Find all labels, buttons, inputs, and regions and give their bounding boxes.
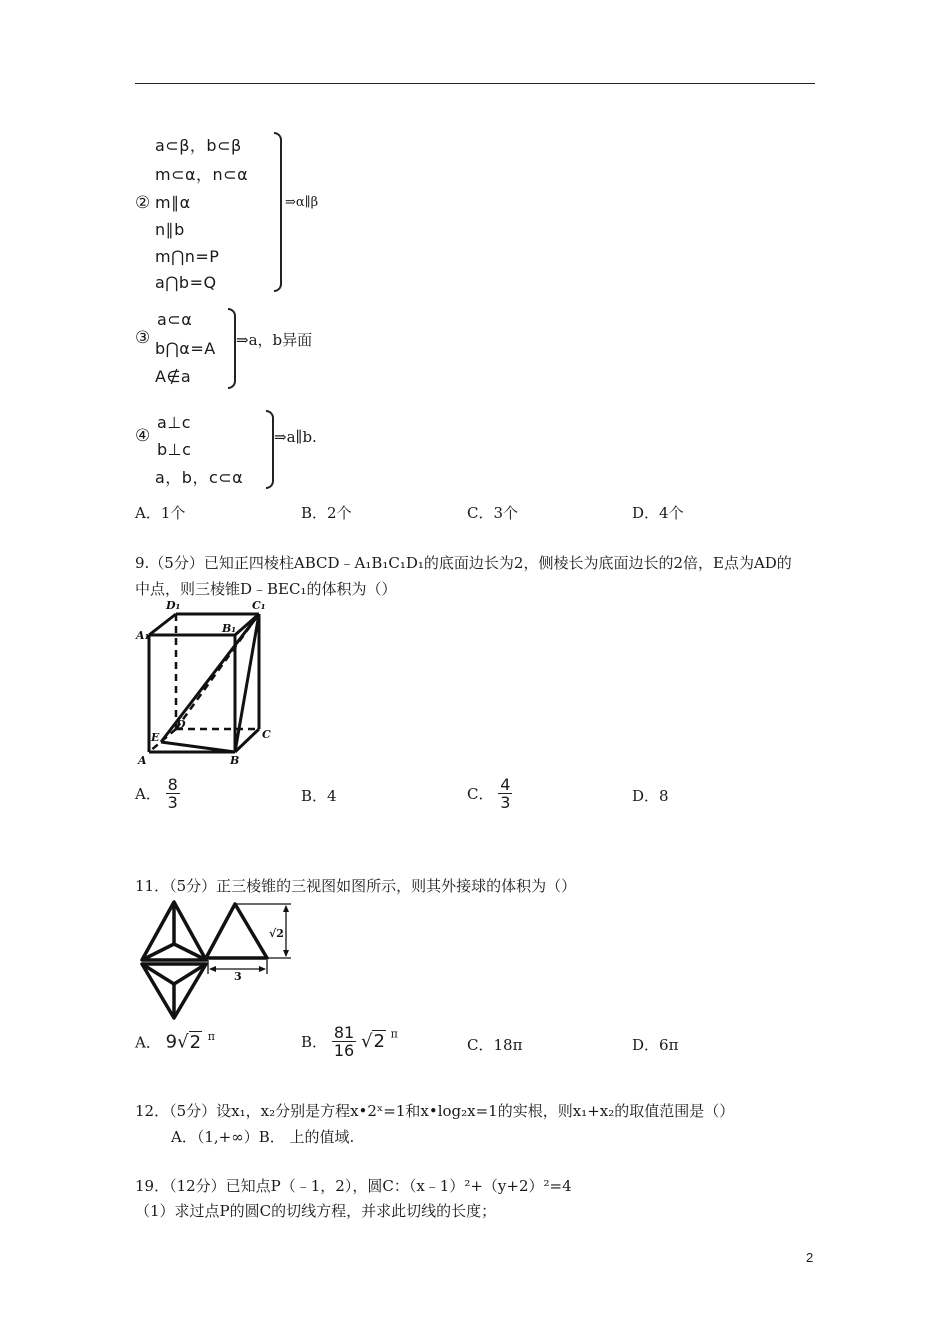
item2-line: n∥b [155, 220, 185, 239]
radical-sign-icon: √ [360, 1031, 373, 1052]
q11-option-a [135, 1030, 215, 1053]
q12-line2: A．（1,+∞）B． 上的值域. [171, 1128, 355, 1146]
q9-option-a-label: A． [135, 785, 161, 803]
item4-line: b⊥c [157, 440, 192, 459]
item3-marker: ③ [135, 328, 151, 348]
q9-option-a-fraction [166, 776, 180, 811]
q8-option-b: B．2个 [301, 504, 352, 522]
q11-three-view-figure [136, 898, 301, 1023]
q11-option-b-fraction [332, 1024, 356, 1059]
item2-line: a⋂b=Q [155, 273, 217, 292]
q11-option-a-radicand: 2 [189, 1031, 202, 1053]
item3-line: A∉a [155, 367, 192, 386]
fig-label-a1: A₁ [136, 629, 150, 642]
q11-option-a-label: A． [135, 1033, 161, 1052]
q19-text: 19．（12分）已知点P（﹣1，2），圆C：（x﹣1）²+（y+2）²=4 [135, 1177, 572, 1195]
q8-option-c: C．3个 [467, 504, 519, 522]
item2-conclusion: ⇒α∥β [285, 195, 319, 210]
fig-label-d: D [176, 718, 186, 731]
item3-conclusion: ⇒a，b异面 [236, 331, 313, 349]
q11-option-d: D．6π [632, 1036, 679, 1054]
q9-option-c-fraction [498, 776, 512, 811]
radical-sign-icon: √ [177, 1031, 189, 1053]
q9-option-c-denominator: 3 [500, 793, 511, 812]
q9-option-d: D．8 [632, 787, 669, 805]
q9-option-c [467, 776, 512, 811]
q11-option-c: C．18π [467, 1036, 523, 1054]
q11-option-a-value [166, 1031, 208, 1053]
fig-label-b1: B₁ [222, 622, 237, 635]
q11-option-b-pi: π [390, 1027, 398, 1041]
q11-option-a-pi: π [207, 1030, 215, 1043]
item3-line: a⊂α [157, 310, 193, 329]
item4-conclusion: ⇒a∥b. [274, 428, 317, 446]
q11-option-b-label: B． [301, 1033, 328, 1051]
page-number: 2 [806, 1250, 814, 1265]
q12-text: 12．（5分）设x₁，x₂分别是方程x•2ˣ=1和x•log₂x=1的实根，则x₁+x₂的取值范围是（） [135, 1102, 735, 1120]
item2-marker: ② [135, 193, 151, 213]
item4-line: a，b，c⊂α [155, 468, 244, 487]
item4-marker: ④ [135, 426, 151, 446]
fig-label-c1: C₁ [252, 599, 266, 612]
fig-label-a: A [138, 754, 147, 767]
item3-line: b⋂α=A [155, 339, 216, 358]
header-rule [135, 83, 815, 84]
q9-option-b: B．4 [301, 787, 337, 805]
q9-option-c-label: C． [467, 785, 494, 803]
item4-brace [266, 410, 274, 489]
fig-label-height: √2 [269, 927, 284, 940]
q11-option-b-numerator: 81 [333, 1023, 355, 1042]
fig-label-base: 3 [234, 970, 242, 983]
q9-option-c-numerator: 4 [500, 775, 511, 794]
q9-option-a [135, 776, 180, 811]
item2-line: m∥α [155, 193, 191, 212]
q19-sub1: （1）求过点P的圆C的切线方程，并求此切线的长度； [135, 1202, 497, 1220]
fig-label-d1: D₁ [166, 599, 181, 612]
item2-line: m⊂α，n⊂α [155, 165, 249, 184]
item4-line: a⊥c [157, 413, 192, 432]
q9-option-a-denominator: 3 [167, 793, 178, 812]
q11-text: 11．（5分）正三棱锥的三视图如图所示，则其外接球的体积为（） [135, 877, 577, 895]
q9-text-line2: 中点，则三棱锥D﹣BEC₁的体积为（） [135, 580, 397, 598]
q11-option-a-coefficient: 9 [165, 1031, 178, 1053]
item3-brace [228, 308, 236, 389]
item2-brace [274, 132, 282, 292]
q11-option-b-root [361, 1030, 386, 1052]
q11-option-b [301, 1024, 398, 1059]
item2-line: m⋂n=P [155, 247, 220, 266]
q8-option-d: D．4个 [632, 504, 684, 522]
q9-prism-figure [134, 598, 274, 768]
fig-label-e: E [151, 731, 160, 744]
fig-label-c: C [262, 728, 271, 741]
fig-label-b: B [230, 754, 240, 767]
q11-option-b-denominator: 16 [333, 1041, 355, 1060]
q8-option-a: A．1个 [135, 504, 186, 522]
q9-option-a-numerator: 8 [167, 775, 178, 794]
q11-option-b-radicand: 2 [373, 1031, 385, 1052]
q9-text-line1: 9.（5分）已知正四棱柱ABCD﹣A₁B₁C₁D₁的底面边长为2，侧棱长为底面边长的2倍，E点为AD的 [135, 554, 792, 572]
item2-line: a⊂β，b⊂β [155, 136, 242, 155]
